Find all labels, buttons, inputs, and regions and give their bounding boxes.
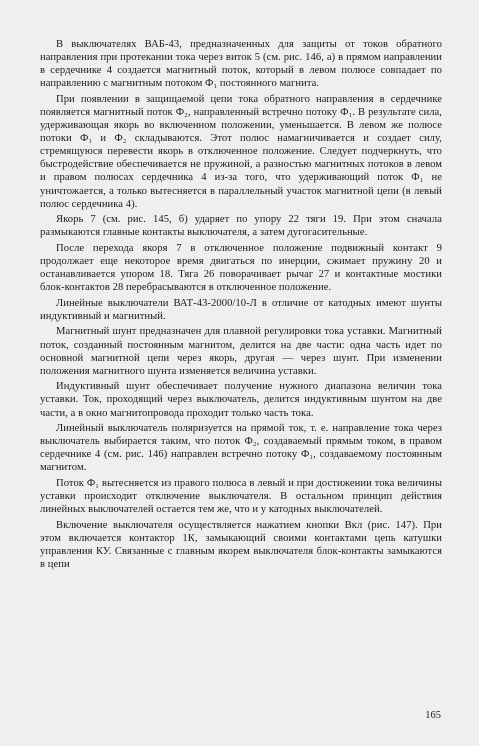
paragraph-6: Магнитный шунт предназначен для плавной регулировки тока уставки. Магнитный поток, созданный постоянным магнитом, делится на две части: одна часть идет по основной магнитной цепи через якорь, другая — через шунт. При изменении положения магнитного шунта изменяется величина уставки. [40,326,442,377]
paragraph-2: При появлении в защищаемой цепи тока обратного направления в сердечнике появляется магнитный поток Ф₂, направленный встречно потоку Ф₁. В результате сила, удерживающая якорь во включенном положении, уменьшается. В левом же полюсе потоки Ф₁ и Ф₂ складываются. Этот полюс намагничивается и создает силу, стремящуюся перевести якорь в отключенное положение. Следует подчеркнуть, что быстродействие обеспечивается не пружиной, а разностью магнитных потоков в левом и правом полюсах сердечника 4 из-за того, что удерживающий поток Ф₁ не уничтожается, а только вытесняется в параллельный участок магнитной цепи (в левый полюс сердечника 4). [40,93,442,210]
paragraph-3: Якорь 7 (см. рис. 145, б) ударяет по упору 22 тяги 19. При этом сначала размыкаются главные контакты выключателя, а затем дугогасительные. [40,214,442,239]
paragraph-1: В выключателях ВАБ-43, предназначенных для защиты от токов обратного направления при протекании тока через виток 5 (см. рис. 146, а) в прямом направлении в сердечнике 4 создается магнитный поток, который в левом полюсе совпадает по направлению с магнитным потоком Ф₁ постоянного магнита. [40,39,442,90]
paragraph-4: После перехода якоря 7 в отключенное положение подвижный контакт 9 продолжает еще некоторое время двигаться по инерции, сжимает пружину 20 и останавливается упором 18. Тяга 26 поворачивает рычаг 27 и контактные мостики блок-контактов 28 перебрасываются в отключенное положение. [40,242,442,294]
paragraph-5: Линейные выключатели ВАТ-43-2000/10-Л в отличие от катодных имеют шунты индуктивный и магнитный. [40,297,442,322]
page-body [40,38,442,574]
paragraph-9: Поток Ф₁ вытесняется из правого полюса в левый и при достижении тока величины уставки происходит отключение выключателя. В остальном принцип действия линейных выключателей остается тем же, что и у катодных выключателей. [40,478,442,516]
paragraph-10: Включение выключателя осуществляется нажатием кнопки Вкл (рис. 147). При этом включается контактор 1К, замыкающий своими контактами цепь катушки управления КУ. Связанные с главным якорем выключателя блок-контакты замыкаются в цепи [40,519,442,571]
paragraph-7: Индуктивный шунт обеспечивает получение нужного диапазона величин тока уставки. Ток, проходящий через выключатель, делится индуктивным шунтом на две части, а в окно магнитопровода проходит только часть тока. [40,381,442,419]
page-number: 165 [425,710,441,721]
paragraph-8: Линейный выключатель поляризуется на прямой ток, т. е. направление тока через выключатель выбирается таким, что поток Ф₂, создаваемый прямым током, в правом сердечнике 4 (см. рис. 146) направлен встречно потоку Ф₁, создаваемому постоянным магнитом. [40,423,442,474]
